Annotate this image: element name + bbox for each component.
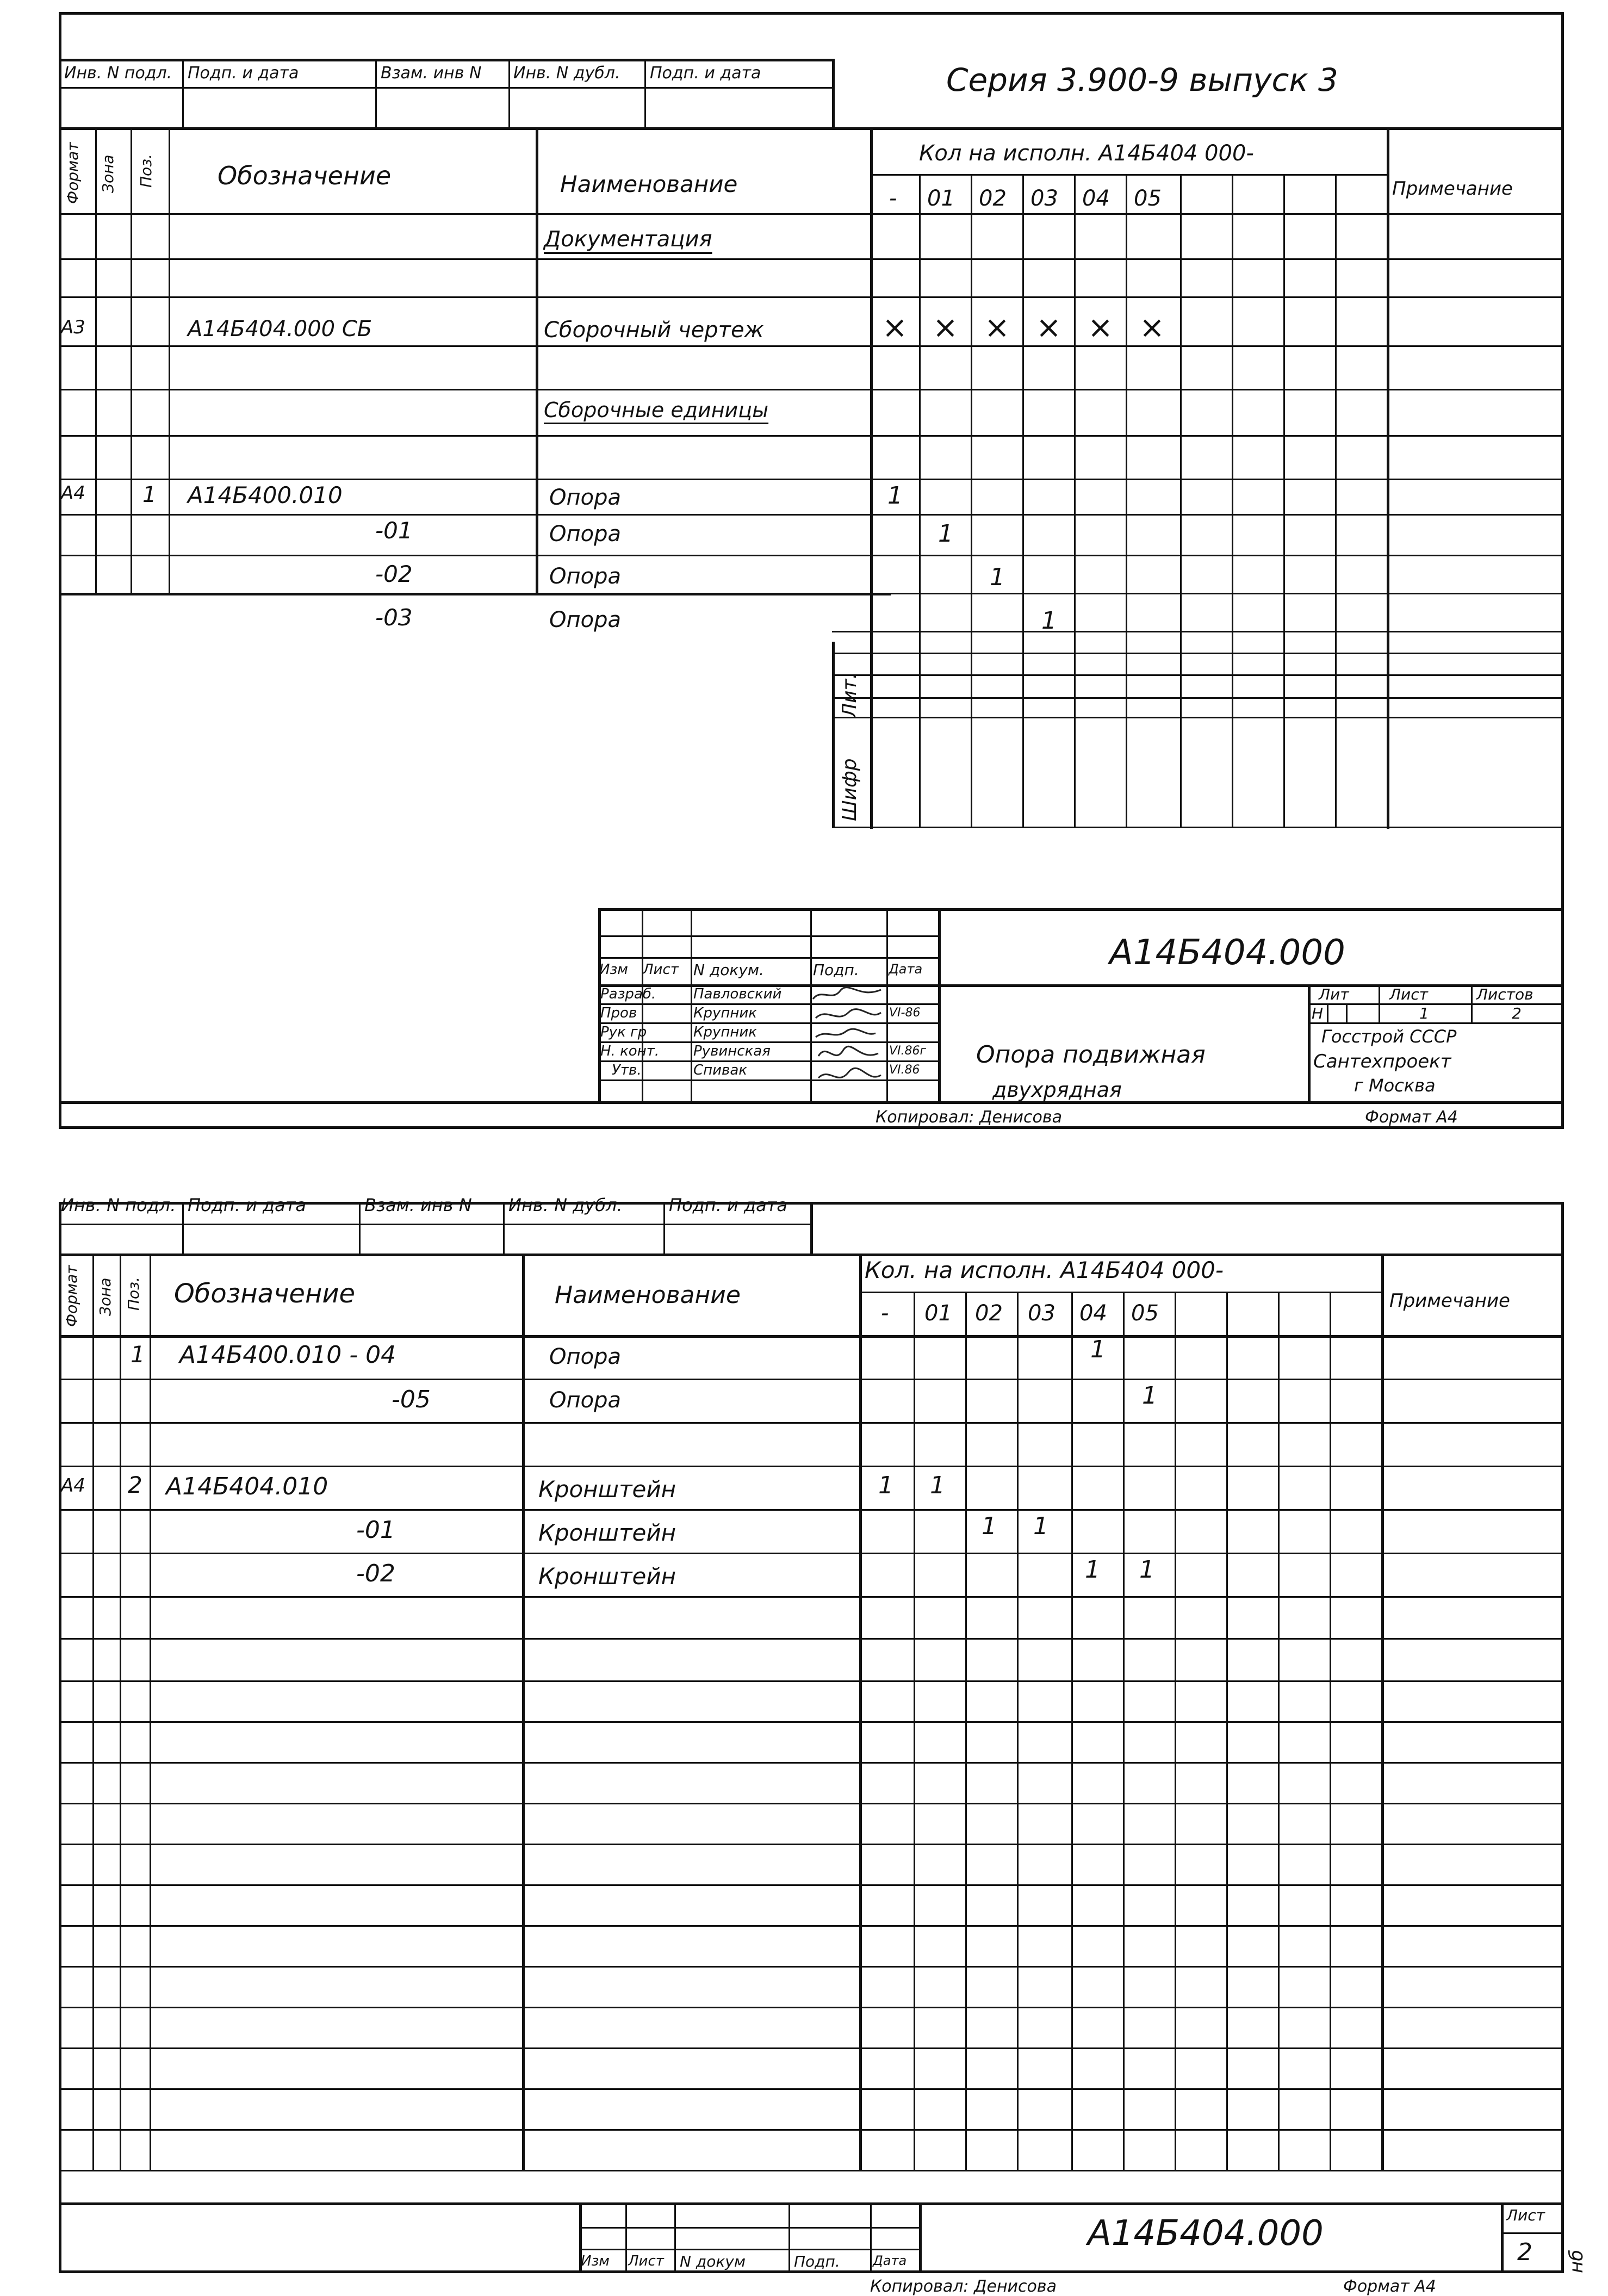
qty-cell: ×	[1139, 310, 1165, 345]
stamp-label: Инв. N подл.	[64, 64, 172, 83]
row-format: А3	[61, 317, 85, 338]
qty-cell: 1	[1142, 1382, 1157, 1410]
zone-header: Зона	[96, 1277, 114, 1316]
drawing-title-line2: двухрядная	[992, 1078, 1122, 1102]
format-label: Формат А4	[1365, 1108, 1458, 1127]
row-designation: -03	[375, 604, 413, 631]
doc-code: А14Б404.000	[1109, 933, 1345, 973]
sheet-value: 1	[1419, 1004, 1429, 1022]
sheet-header: Лист	[1389, 985, 1428, 1003]
copied-by: Копировал: Денисова	[870, 2277, 1057, 2296]
role-name: Спивак	[693, 1062, 748, 1078]
shifr-label: Шифр	[839, 758, 861, 821]
qty-cell: ×	[984, 310, 1010, 345]
qty-cell: 1	[1090, 1336, 1106, 1363]
stamp-label: Взам. инв N	[381, 64, 482, 83]
qty-cell: 1	[938, 520, 953, 548]
stamp-label: Подп. и дата	[188, 64, 299, 83]
role-name: Павловский	[693, 986, 782, 1002]
qty-col-header: 05	[1134, 186, 1162, 211]
sheet-label: Лист	[1506, 2206, 1545, 2224]
row-designation: -01	[356, 1516, 395, 1544]
sheets-header: Листов	[1476, 985, 1534, 1003]
stamp-label: Подп. и дата	[188, 1195, 306, 1215]
row-pos: 1	[142, 482, 157, 507]
qty-col-header: 05	[1131, 1301, 1159, 1326]
row-designation: А14Б400.010	[188, 482, 343, 508]
qty-col-header: 03	[1030, 186, 1058, 211]
lit-label: Лит.	[839, 673, 861, 718]
row-format: А4	[61, 1475, 85, 1497]
role-name: Крупник	[693, 1005, 757, 1021]
row-format: А4	[61, 482, 85, 504]
qty-cell: 1	[887, 482, 903, 510]
row-name: Опора	[549, 1388, 622, 1413]
stamp-label: Подп. и дата	[650, 64, 761, 83]
row-name: Опора	[549, 564, 622, 589]
title-col-header: Изм	[599, 961, 628, 978]
note-header: Примечание	[1389, 1290, 1510, 1312]
format-header: Формат	[63, 1265, 80, 1327]
qty-cell: 1	[1041, 607, 1057, 635]
zone-header: Зона	[99, 154, 117, 193]
qty-col-header: 04	[1082, 186, 1110, 211]
copied-by: Копировал: Денисова	[876, 1108, 1062, 1127]
qty-col-header: 03	[1028, 1301, 1056, 1326]
designation-header: Обозначение	[174, 1279, 356, 1309]
role-label: Н. конт.	[600, 1043, 660, 1059]
role-name: Рувинская	[693, 1043, 771, 1059]
qty-col-header: -	[889, 186, 897, 211]
pos-header: Поз.	[125, 1277, 142, 1311]
qty-cell: ×	[1088, 310, 1113, 345]
name-header: Наименование	[560, 171, 738, 197]
qty-cell: 1	[1033, 1512, 1048, 1540]
stamp-label: Инв. N дубл.	[513, 64, 620, 83]
qty-cell: 1	[878, 1472, 893, 1499]
row-designation: -02	[356, 1560, 395, 1587]
qty-cell: 1	[990, 563, 1005, 591]
title-col-header: Лист	[643, 961, 679, 978]
role-label: Утв.	[612, 1062, 642, 1078]
org-name: Сантехпроект	[1313, 1051, 1451, 1072]
row-name: Кронштейн	[538, 1519, 676, 1546]
qty-col-header: 02	[975, 1301, 1003, 1326]
section-documentation: Документация	[544, 227, 712, 252]
title-col-header: Дата	[889, 961, 923, 977]
title-col-header: Лист	[628, 2253, 664, 2269]
pos-header: Поз.	[137, 154, 155, 188]
org-name: Госстрой СССР	[1321, 1026, 1457, 1047]
sheets-value: 2	[1512, 1004, 1522, 1022]
title-col-header: Подп.	[813, 961, 859, 979]
role-label: Пров	[600, 1005, 637, 1021]
qty-cell: ×	[1036, 310, 1061, 345]
qty-cell: 1	[1085, 1556, 1100, 1584]
row-designation: -02	[375, 561, 413, 587]
title-col-header: Изм	[581, 2253, 610, 2269]
qty-col-header: -	[881, 1301, 889, 1326]
title-col-header: Дата	[873, 2253, 907, 2268]
lit-header: Лит	[1319, 985, 1349, 1003]
row-designation: -01	[375, 517, 413, 544]
qty-cell: ×	[882, 310, 908, 345]
name-header: Наименование	[555, 1281, 741, 1309]
row-name: Кронштейн	[538, 1476, 676, 1503]
title-col-header: Подп.	[794, 2252, 840, 2270]
row-name: Кронштейн	[538, 1563, 676, 1590]
stamp-label: Взам. инв N	[364, 1195, 472, 1215]
qty-cell: 1	[982, 1512, 997, 1540]
page-mark: нб	[1566, 2249, 1587, 2273]
qty-header: Кол. на исполн. А14Б404 000-	[865, 1257, 1224, 1283]
qty-cell: 1	[930, 1472, 945, 1499]
format-header: Формат	[64, 142, 82, 204]
org-city: г Москва	[1354, 1075, 1436, 1096]
doc-code: А14Б404.000	[1088, 2213, 1324, 2254]
lit-value: Н	[1312, 1004, 1324, 1022]
row-name: Опора	[549, 607, 622, 632]
sheet-number: 2	[1517, 2238, 1532, 2266]
note-header: Примечание	[1392, 178, 1513, 200]
title-col-header: N докум	[680, 2252, 746, 2270]
stamp-label: Инв. N подл.	[61, 1195, 176, 1215]
role-label: Разраб.	[600, 986, 656, 1002]
row-pos: 1	[131, 1341, 145, 1368]
stamp-label: Инв. N дубл.	[508, 1195, 623, 1215]
role-date: VI-86	[889, 1006, 921, 1020]
section-assemblies: Сборочные единицы	[544, 398, 769, 422]
designation-header: Обозначение	[218, 161, 392, 190]
row-designation: А14Б404.010	[166, 1473, 328, 1500]
qty-cell: ×	[933, 310, 958, 345]
qty-col-header: 04	[1079, 1301, 1107, 1326]
row-designation: А14Б404.000 СБ	[188, 317, 372, 342]
row-designation: -05	[392, 1386, 431, 1413]
row-pos: 2	[128, 1472, 142, 1498]
title-col-header: N докум.	[693, 961, 764, 979]
role-name: Крупник	[693, 1024, 757, 1040]
row-name: Опора	[549, 485, 622, 510]
format-label: Формат А4	[1343, 2277, 1436, 2296]
series-note: Серия 3.900-9 выпуск 3	[946, 61, 1338, 98]
role-label: Рук гр	[600, 1024, 647, 1040]
qty-header: Кол на исполн. А14Б404 000-	[919, 141, 1254, 166]
role-date: VI.86	[889, 1063, 920, 1077]
stamp-label: Подп. и дата	[669, 1195, 787, 1215]
row-name: Опора	[549, 522, 622, 547]
qty-col-header: 01	[924, 1301, 952, 1326]
drawing-title-line1: Опора подвижная	[976, 1041, 1206, 1069]
row-name: Опора	[549, 1344, 622, 1369]
qty-cell: 1	[1139, 1556, 1154, 1584]
qty-col-header: 01	[927, 186, 955, 211]
signatures	[810, 985, 886, 1100]
row-name: Сборочный чертеж	[544, 318, 764, 343]
role-date: VI.86г	[889, 1044, 927, 1058]
row-designation: А14Б400.010 - 04	[179, 1341, 396, 1369]
qty-col-header: 02	[979, 186, 1007, 211]
